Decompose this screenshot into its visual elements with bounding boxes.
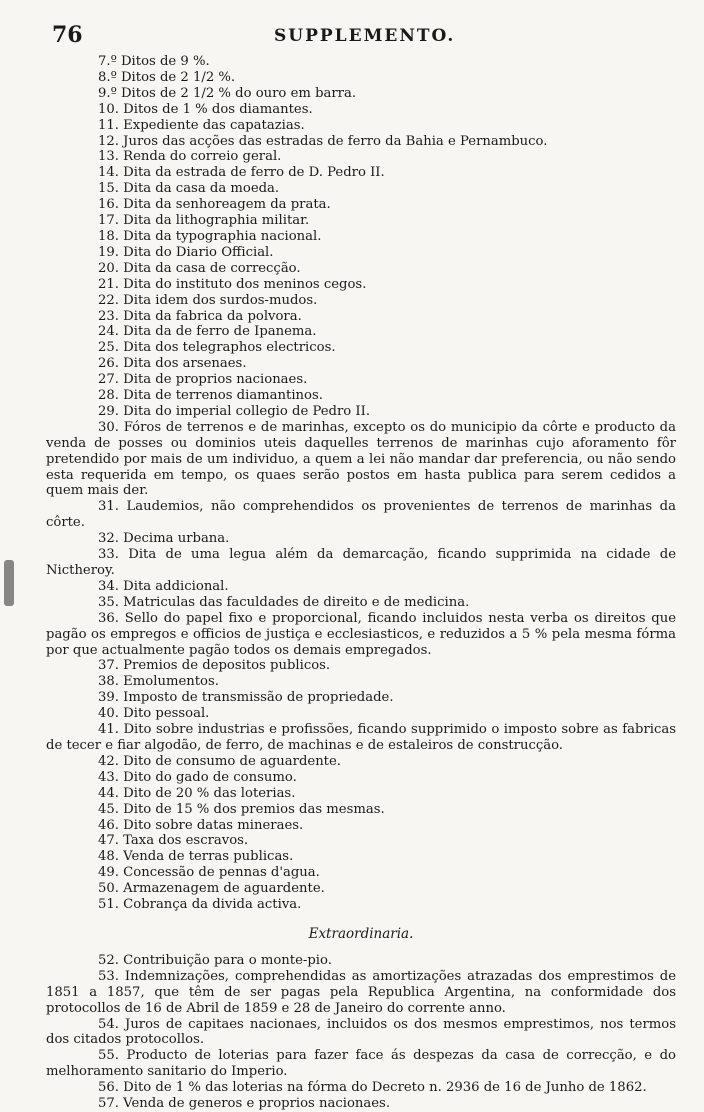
list-item: 18. Dita da typographia nacional.: [98, 228, 322, 244]
list-item: 32. Decima urbana.: [98, 531, 230, 547]
list-item: 21. Dita do instituto dos meninos cegos.: [98, 276, 367, 292]
list-item: 11. Expediente das capatazias.: [98, 117, 305, 133]
list-item: 56. Dito de 1 % das loterias na fórma do Decreto n. 2936 de 16 de Junho de 1862.: [98, 1080, 647, 1096]
list-item: 27. Dita de proprios nacionaes.: [98, 372, 308, 388]
list-item: 54. Juros de capitaes nacionaes, incluidos os dos mesmos emprestimos, nos termos dos citados protocollos.: [46, 1016, 676, 1048]
list-item: 48. Venda de terras publicas.: [98, 849, 294, 865]
list-item: 55. Producto de loterias para fazer face ás despezas da casa de correcção, e do melhoramento sanitario do Imperio.: [46, 1048, 676, 1080]
list-item: 9.º Ditos de 2 1/2 % do ouro em barra.: [98, 85, 357, 101]
list-item: 39. Imposto de transmissão de propriedade.: [98, 690, 394, 706]
list-item: 50. Armazenagem de aguardente.: [98, 881, 325, 897]
list-item: 41. Dito sobre industrias e profissões, ficando supprimido o imposto sobre as fabricas de tecer e fiar algodão, de ferro, de machinas e de estaleiros de construcção.: [46, 722, 676, 753]
list-item: 42. Dito de consumo de aguardente.: [98, 753, 341, 769]
list-item: 53. Indemnizações, comprehendidas as amortizações atrazadas dos emprestimos de 1851 a 1857, que têm de ser pagas pela Republica Argentina, na conformidade dos protocollos de 16 de Abril de 1859 e 28 de Janeiro do corrente anno.: [46, 968, 676, 1016]
list-item: 34. Dita addicional.: [98, 578, 229, 594]
list-item: 33. Dita de uma legua além da demarcação, ficando supprimida na cidade de Nictheroy.: [46, 547, 676, 578]
running-title: SUPPLEMENTO.: [274, 26, 456, 46]
list-item: 15. Dita da casa da moeda.: [98, 181, 280, 197]
list-item: 12. Juros das acções das estradas de ferro da Bahia e Pernambuco.: [98, 133, 548, 149]
list-item: 26. Dita dos arsenaes.: [98, 356, 247, 372]
list-item: 38. Emolumentos.: [98, 674, 219, 690]
list-item: 45. Dito de 15 % dos premios das mesmas.: [98, 801, 385, 817]
list-item: 16. Dita da senhoreagem da prata.: [98, 197, 331, 213]
list-item: 52. Contribuição para o monte-pio.: [98, 952, 332, 968]
list-item: 43. Dito do gado de consumo.: [98, 769, 297, 785]
list-item: 57. Venda de generos e proprios nacionaes.: [98, 1096, 391, 1112]
list-item: 19. Dita do Diario Official.: [98, 244, 274, 260]
list-item: 30. Fóros de terrenos e de marinhas, excepto os do municipio da côrte e producto da venda de posses ou dominios uteis daquelles terrenos de marinhas cujo aforamento fôr pretendido por mais de um individuo, a quem a lei não mandar dar preferencia, ou não sendo esta requerida em tempo, os quaes serão postos em hasta publica para serem cedidos a quem mais der.: [46, 419, 676, 499]
list-item: 47. Taxa dos escravos.: [98, 833, 249, 849]
page-header: [52, 22, 652, 48]
list-item: 46. Dito sobre datas mineraes.: [98, 817, 304, 833]
list-item: 51. Cobrança da divida activa.: [98, 897, 302, 913]
list-item: 10. Ditos de 1 % dos diamantes.: [98, 101, 313, 117]
list-item: 36. Sello do papel fixo e proporcional, ficando incluidos nesta verba os direitos que pagão os empregos e officios de justiça e ecclesiasticos, e reduzidos a 5 % pela mesma fórma por que actualmente pagão todos os demais empregados.: [46, 610, 676, 658]
list-item: 44. Dito de 20 % das loterias.: [98, 785, 296, 801]
page-number: 76: [52, 22, 83, 48]
list-item: 24. Dita da de ferro de Ipanema.: [98, 324, 317, 340]
list-item: 20. Dita da casa de correcção.: [98, 260, 301, 276]
list-item: 17. Dita da lithographia militar.: [98, 213, 310, 229]
list-item: 49. Concessão de pennas d'agua.: [98, 865, 320, 881]
list-item: 35. Matriculas das faculdades de direito e de medicina.: [98, 594, 470, 610]
list-item: 22. Dita idem dos surdos-mudos.: [98, 292, 318, 308]
binding-edge-mark: [4, 560, 14, 606]
list-item: 8.º Ditos de 2 1/2 %.: [98, 69, 236, 85]
list-item: 40. Dito pessoal.: [98, 706, 210, 722]
revenue-list: [46, 54, 676, 1112]
list-item: 23. Dita da fabrica da polvora.: [98, 308, 302, 324]
list-item: 31. Laudemios, não comprehendidos os provenientes de terrenos de marinhas da côrte.: [46, 499, 676, 531]
list-item: 14. Dita da estrada de ferro de D. Pedro II.: [98, 165, 385, 181]
list-item: 13. Renda do correio geral.: [98, 149, 282, 165]
list-item: 25. Dita dos telegraphos electricos.: [98, 340, 336, 356]
list-item: 37. Premios de depositos publicos.: [98, 658, 331, 674]
list-item: 29. Dita do imperial collegio de Pedro II.: [98, 403, 371, 419]
list-item: 7.º Ditos de 9 %.: [98, 54, 210, 69]
list-item: 28. Dita de terrenos diamantinos.: [98, 388, 323, 404]
section-title-extraordinaria: Extraordinaria.: [308, 925, 414, 942]
